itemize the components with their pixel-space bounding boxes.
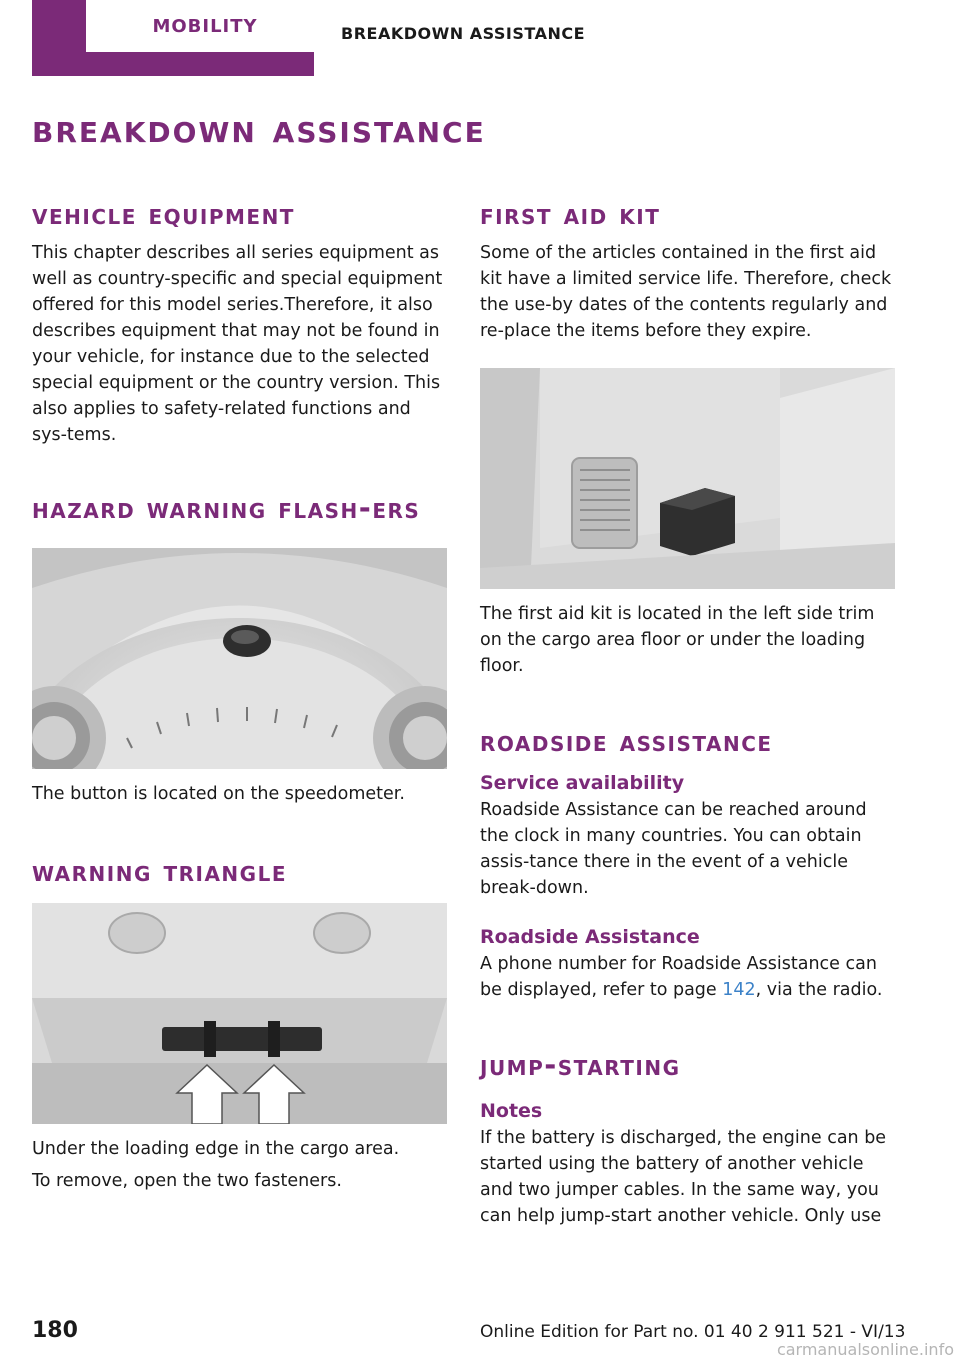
first-aid-text: Some of the articles contained in the first aid kit have a limited service life. Therefore, check the use-by dates of the contents regularly and re‐place the items before they expire. [480, 243, 892, 341]
running-head: BREAKDOWN ASSISTANCE [341, 24, 586, 43]
subheading-service-availability: Service availability [480, 772, 685, 794]
heading-hazard-warning: hazard warning flash‐ers [32, 491, 421, 525]
warning-triangle-caption-1: Under the loading edge in the cargo area. [32, 1139, 400, 1159]
vehicle-equipment-text: This chapter describes all series equipment as well as country-specific and special equipment offered for this model series.Therefore, it also describes equipment that may not be found in your vehicle, for instance due to the selected special equipment or the country version. This also applies to safety-related functions and sys‐tems. [32, 243, 443, 445]
hazard-button-figure [32, 548, 447, 769]
roadside-assistance-text [480, 951, 895, 1003]
heading-roadside-assistance: roadside assistance [480, 724, 773, 758]
cargo-area-illustration [32, 903, 447, 1124]
roadside-text-pre: A phone number for Roadside Assistance can be displayed, refer to page [480, 954, 877, 1000]
jump-starting-text: If the battery is discharged, the engine can be started using the battery of another vehicle and two jumper cables. In the same way, you can help jump-start another vehicle. Only use [480, 1128, 887, 1226]
page-reference-link[interactable]: 142 [722, 980, 756, 1000]
subheading-roadside-assistance: Roadside Assistance [480, 926, 700, 948]
right-column [480, 196, 895, 1229]
hazard-caption: The button is located on the speedometer. [32, 784, 405, 804]
watermark: carmanualsonline.info [776, 1340, 954, 1359]
speedometer-illustration [32, 548, 447, 769]
warning-triangle-caption-2: To remove, open the two fasteners. [32, 1171, 342, 1191]
heading-warning-triangle: warning triangle [32, 854, 287, 888]
page-title: breakdown assistance [32, 106, 486, 152]
first-aid-kit-illustration [480, 368, 895, 589]
subheading-notes: Notes [480, 1100, 543, 1122]
heading-first-aid-kit: first aid kit [480, 197, 661, 231]
first-aid-figure [480, 368, 895, 589]
service-availability-text: Roadside Assistance can be reached around the clock in many countries. You can obtain assis‐tance there in the event of a vehicle break‐down. [480, 800, 867, 898]
warning-triangle-figure [32, 903, 447, 1124]
first-aid-caption: The first aid kit is located in the left side trim on the cargo area floor or under the loading floor. [480, 604, 875, 676]
chapter-tab-label: MOBILITY [86, 0, 324, 52]
edition-note: Online Edition for Part no. 01 40 2 911 521 - VI/13 [480, 1322, 906, 1342]
heading-jump-starting: jump-starting [480, 1048, 681, 1082]
roadside-text-post: , via the radio. [755, 980, 883, 1000]
left-column [32, 196, 447, 1194]
heading-vehicle-equipment: vehicle equipment [32, 197, 295, 231]
page-number: 180 [32, 1318, 78, 1343]
chapter-tab [32, 0, 314, 76]
